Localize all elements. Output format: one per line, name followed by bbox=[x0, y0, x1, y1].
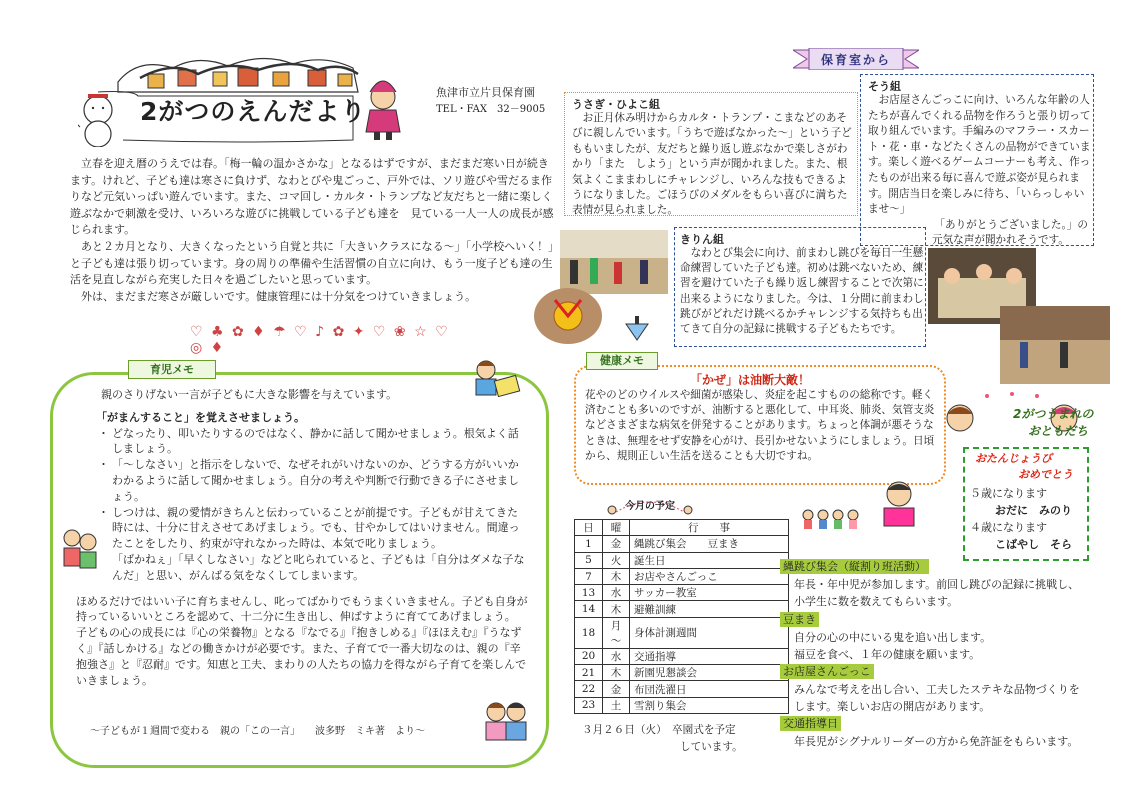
schedule-day: 7 bbox=[575, 568, 603, 584]
kirin-title: きりん組 bbox=[680, 233, 724, 246]
birthday-congrats: おめでとう bbox=[1018, 468, 1073, 481]
birthday-title: おともだち bbox=[1028, 424, 1089, 438]
event-line: 自分の心の中にいる鬼を追い出します。 bbox=[794, 631, 992, 644]
schedule-weekday: 金 bbox=[603, 536, 630, 552]
schedule-event: 避難訓練 bbox=[630, 601, 789, 617]
schedule-day: 22 bbox=[575, 681, 603, 697]
schedule-event: 交通指導 bbox=[630, 648, 789, 664]
parenting-memo-tag: 育児メモ bbox=[128, 360, 216, 379]
schedule-weekday: 木 bbox=[603, 665, 630, 681]
photo-game-corner bbox=[1000, 306, 1110, 384]
usagi-title: うさぎ・ひよこ組 bbox=[572, 98, 660, 111]
parenting-memo-body bbox=[76, 387, 528, 688]
cheering-kids-illustration bbox=[800, 508, 862, 530]
schedule-event: 雪割り集会 bbox=[630, 697, 789, 713]
event-line: 年長・年中児が参加します。前回し跳びの記録に挑戦し、 bbox=[794, 578, 1080, 591]
memo-lead: 親のさりげない一言が子どもに大きな影響を与えています。 bbox=[101, 388, 398, 401]
children-playing-illustration bbox=[58, 526, 102, 574]
schedule-day: 23 bbox=[575, 697, 603, 713]
schedule-weekday: 木 bbox=[603, 568, 630, 584]
hoikushitsu-label: 保育室から bbox=[820, 53, 891, 67]
sou-paragraph: 元気な声が聞かれそうです。 bbox=[932, 234, 1069, 247]
event-heading: 豆まき bbox=[780, 612, 819, 627]
sou-paragraph: お店屋さんごっこに向け、いろんな年齢の人たちが喜んでくれる品物を作ろうと張り切って取り組んでいます。手編みのマフラー・スカート・花・車・などたくさんの品物ができています。楽しく遊べるゲームコーナーも考え、作ったものが出来る毎に喜んで遊ぶ姿が見られます。開店当日を楽しみに待ち、「いらっしゃいませ～」 bbox=[868, 94, 1091, 216]
schedule-note: しています。 bbox=[680, 741, 743, 753]
memo-signature: ～子どもが１週間で変わる 親の「この一言」 波多野 ミキ著 より～ bbox=[90, 726, 425, 737]
memo-heading: 「がまんすること」を覚えさせましょう。 bbox=[96, 410, 305, 424]
birthday-name: おだに みのり bbox=[995, 504, 1072, 517]
event-line: 年長児がシグナルリーダーの方から免許証をもらいます。 bbox=[794, 735, 1079, 748]
org-tel: TEL・FAX 32－9005 bbox=[436, 104, 546, 115]
event-heading: 縄跳び集会（縦割り班活動） bbox=[780, 559, 929, 574]
sou-text bbox=[868, 93, 1092, 249]
memo-bullet: ・ どなったり、叩いたりするのではなく、静かに話して聞かせましょう。根気よく話しましょう。 bbox=[112, 426, 528, 458]
schedule-day: 21 bbox=[575, 665, 603, 681]
schedule-day: 20 bbox=[575, 648, 603, 664]
schedule-row bbox=[575, 552, 789, 568]
org-name: 魚津市立片貝保育園 bbox=[436, 86, 535, 99]
spinning-top-icon bbox=[622, 312, 652, 342]
schedule-day: 5 bbox=[575, 552, 603, 568]
memo-bullet-extra: 「ばかねぇ」「早くしなさい」などと叱られていると、子どもは「自分はダメな子なんだ」と思い、がんばる気をなくしてしまいます。 bbox=[112, 552, 525, 582]
intro-paragraph: 立春を迎え暦のうえでは春。「梅一輪の温かさかな」となるはずですが、まだまだ寒い日が続きます。けれど、子ども達は寒さに負けず、なわとびや鬼ごっこ、戸外では、ソリ遊びや雪だるま作りなど元気いっぱい遊んでいます。また、コマ回し・カルタ・トランプなど友だちと一緒に楽しく遊ぶなかで刺激を受け、いろいろな遊びに挑戦している子ども達を 見ている一人一人の成長が感じられます。 bbox=[70, 157, 554, 237]
schedule-event: 誕生日 bbox=[630, 552, 789, 568]
schedule-event: サッカー教室 bbox=[630, 585, 789, 601]
birthday-congrats: おたんじょうび bbox=[975, 452, 1052, 465]
schedule-row bbox=[575, 697, 789, 713]
kirin-text: なわとび集会に向け、前まわし跳びを毎日一生懸命練習していた子ども達。初めは跳べないため、練習を避けていた子も繰り返し練習することで次第に出来るようになりました。今は、１分間に前まわし跳びがどれだけ跳べるかチャレンジする気持ちも出てきて自分の記録に挑戦する子どもたちです。 bbox=[680, 247, 924, 336]
event-line: します。楽しいお店の開店があります。 bbox=[794, 700, 991, 713]
schedule-event: 布団洗濯日 bbox=[630, 681, 789, 697]
memo-bullet: ・ 「～しなさい」と指示をしないで、なぜそれがいけないのか、どうする方がいいかわかるように話して聞かせましょう。自分の考えや判断で行動できる子にさせましょう。 bbox=[112, 457, 528, 504]
memo-bullets bbox=[76, 426, 528, 552]
schedule-weekday: 水 bbox=[603, 648, 630, 664]
health-memo-tag: 健康メモ bbox=[586, 352, 658, 370]
schedule-weekday: 月～ bbox=[603, 617, 630, 648]
schedule-event: 新園児懇談会 bbox=[630, 665, 789, 681]
birthday-age: ５歳になります bbox=[970, 487, 1047, 500]
photo-jumprope-practice bbox=[560, 230, 668, 294]
intro-paragraph: あと２カ月となり、大きくなったという自覚と共に「大きいクラスになる～」「小学校へいく！」と子ども達は張り切っています。身の周りの準備や生活習慣の自立に向け、もう一度子ども達の生活を見直しながら充実した日々を過ごしたいと思っています。 bbox=[70, 239, 554, 287]
usagi-text: お正月休み明けからカルタ・トランプ・こまなどのあそびに親しんでいます。「うちで遊ばなかった～」という子どももいましたが、友だちと繰り返し遊ぶなかで楽しさがわかり「また しよう」という声が聞かれました。また、根気よくこままわしにチャレンジし、いろんな技もできるようになりました。ごほうびのメダルをもらい喜びに満ちた表情が見られました。 bbox=[572, 112, 852, 217]
schedule-row bbox=[575, 681, 789, 697]
schedule-event: 身体計測週間 bbox=[630, 617, 789, 648]
birthday-title: 2がつうまれの bbox=[1013, 407, 1094, 421]
schedule-header-cell: 曜 bbox=[603, 520, 630, 536]
event-line: みんなで考えを出し合い、工夫したステキな品物づくりを bbox=[794, 683, 1080, 696]
schedule-table bbox=[574, 519, 789, 714]
intro-paragraph: 外は、まだまだ寒さが厳しいです。健康管理には十分気をつけていきましょう。 bbox=[81, 289, 477, 303]
event-line: 小学生に数を数えてもらいます。 bbox=[794, 595, 959, 608]
photo-medal bbox=[533, 286, 603, 346]
schedule-row bbox=[575, 648, 789, 664]
schedule-row bbox=[575, 617, 789, 648]
health-text: 花やのどのウイルスや細菌が感染し、炎症を起こすものの総称です。軽く済むことも多いのですが、油断すると悪化して、中耳炎、肺炎、気管支炎などさまざまな病気を併発することがあります。ちょっと体調が悪そうなときは、無理をせず安静を心がけ、長引かせないようにしましょう。日頃から、規則正しい生活を送ることも大切ですね。 bbox=[585, 389, 935, 462]
event-line: 福豆を食べ、１年の健康を願います。 bbox=[794, 648, 981, 661]
event-heading: 交通指導日 bbox=[780, 716, 841, 731]
schedule-day: 14 bbox=[575, 601, 603, 617]
schedule-row bbox=[575, 568, 789, 584]
sou-paragraph: 「ありがとうございました。」の bbox=[934, 218, 1088, 231]
memo-paragraph: ほめるだけではいい子に育ちませんし、叱ってばかりでもうまくいきません。子ども自身が持っているいいところを認めて、十二分に生き出し、伸ばすように育ててあげましょう。 bbox=[76, 594, 528, 624]
decorative-icon-row: ♡ ♣ ✿ ♦ ☂ ♡ ♪ ✿ ✦ ♡ ❀ ☆ ♡ ◎ ♦ bbox=[190, 324, 450, 356]
event-heading: お店屋さんごっこ bbox=[780, 664, 874, 679]
schedule-weekday: 水 bbox=[603, 585, 630, 601]
schedule-weekday: 金 bbox=[603, 681, 630, 697]
birthday-age: ４歳になります bbox=[970, 521, 1047, 534]
schedule-weekday: 土 bbox=[603, 697, 630, 713]
schedule-header-cell: 日 bbox=[575, 520, 603, 536]
hugging-children-illustration bbox=[478, 700, 534, 744]
schedule-row bbox=[575, 536, 789, 552]
memo-bullet: ・ しつけは、親の愛情がきちんと伝わっていることが前提です。子どもが甘えてきた時には、十分に甘えさせてあげましょう。でも、甘やかしてはいけません。間違ったことをしたり、約束が守れなかった時は、本気で叱りましょう。 bbox=[112, 505, 528, 552]
memo-paragraph: 子どもの心の成長には『心の栄養物』となる『なでる』『抱きしめる』『ほほえむ』『うなずく』『話しかける』などの働きかけが必要です。また、子育てで一番大切なのは、親の『辛抱強さ』と『忍耐』です。知恵と工夫、まわりの人たちの協力を得ながら子育てを楽しんでいきましょう。 bbox=[76, 626, 527, 687]
child-holding-sign-illustration bbox=[876, 478, 922, 530]
schedule-header-row bbox=[575, 520, 789, 536]
birthday-name: こばやし そら bbox=[995, 538, 1072, 551]
page-title: 2がつのえんだより bbox=[140, 97, 367, 126]
schedule-day: 13 bbox=[575, 585, 603, 601]
schedule-header-cell: 行 事 bbox=[630, 520, 789, 536]
schedule-weekday: 火 bbox=[603, 552, 630, 568]
schedule-weekday: 木 bbox=[603, 601, 630, 617]
sou-title: そう組 bbox=[868, 80, 901, 93]
schedule-title: 今月の予定 bbox=[625, 501, 675, 512]
schedule-row bbox=[575, 585, 789, 601]
schedule-event: 縄跳び集会 豆まき bbox=[630, 536, 789, 552]
schedule-row bbox=[575, 665, 789, 681]
schedule-event: お店やさんごっこ bbox=[630, 568, 789, 584]
schedule-day: 1 bbox=[575, 536, 603, 552]
schedule-note: ３月２６日（火） 卒園式を予定 bbox=[582, 724, 736, 736]
schedule-day: 18 bbox=[575, 617, 603, 648]
intro-text bbox=[70, 156, 555, 305]
schedule-row bbox=[575, 601, 789, 617]
health-headline: 「かぜ」は油断大敵！ bbox=[690, 373, 811, 387]
